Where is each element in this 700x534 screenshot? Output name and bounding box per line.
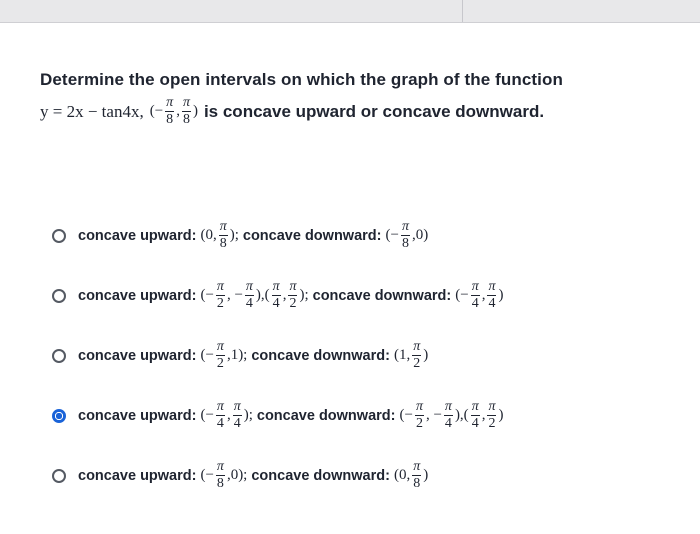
- concave-down-interval: (0, $\frac{\pi}{8}$ ): [393, 459, 429, 491]
- concave-up-interval: (− $\frac{\pi}{2}$ , − $\frac{\pi}{4}$ ),( $\frac{\pi}{4}$ , $\frac{\pi}{2}$ );: [200, 279, 309, 311]
- answer-option-3[interactable]: [52, 340, 428, 371]
- concave-down-interval: (− $\frac{\pi}{8}$ ,0): [385, 219, 429, 251]
- top-toolbar: [0, 0, 700, 23]
- concave-up-interval: (0, $\frac{\pi}{8}$ );: [200, 219, 239, 251]
- concave-down-interval: (− $\frac{\pi}{2}$ , − $\frac{\pi}{4}$ ),( $\frac{\pi}{4}$ , $\frac{\pi}{2}$ ): [399, 399, 504, 431]
- option-text: concave upward: (− $\frac{\pi}{2}$ ,1); concave downward: (1, $\frac{\pi}{2}$ ): [78, 339, 429, 371]
- answer-option-1[interactable]: [52, 220, 428, 251]
- fraction: $\frac{\pi}{8}$: [182, 95, 190, 127]
- radio-button-selected[interactable]: [52, 409, 66, 423]
- concave-down-interval: (− $\frac{\pi}{4}$ , $\frac{\pi}{4}$ ): [455, 279, 504, 311]
- concave-up-interval: (− $\frac{\pi}{2}$ ,1);: [200, 339, 248, 371]
- concave-up-interval: (− $\frac{\pi}{4}$ , $\frac{\pi}{4}$ );: [200, 399, 253, 431]
- answer-option-2[interactable]: [52, 280, 503, 311]
- toolbar-divider: [462, 0, 463, 22]
- question-line-2: [40, 96, 680, 127]
- question-line-1: Determine the open intervals on which the graph of the function: [40, 70, 563, 89]
- concave-up-interval: (− $\frac{\pi}{8}$ ,0);: [200, 459, 248, 491]
- radio-button[interactable]: [52, 229, 66, 243]
- option-text: concave upward: (− $\frac{\pi}{8}$ ,0); concave downward: (0, $\frac{\pi}{8}$ ): [78, 459, 429, 491]
- answer-option-4[interactable]: [52, 400, 503, 431]
- radio-button[interactable]: [52, 349, 66, 363]
- question-tail: is concave upward or concave downward.: [203, 101, 545, 121]
- option-text: concave upward: (0, $\frac{\pi}{8}$ ); concave downward: (− $\frac{\pi}{8}$ ,0): [78, 219, 429, 251]
- option-text: concave upward: (− $\frac{\pi}{2}$ , − $\frac{\pi}{4}$ ),( $\frac{\pi}{4}$ , $\frac{\pi}{2}$ ); concave downward: (− $\frac{\pi}{4}$ , $\frac{\pi}{4}$ ): [78, 279, 504, 311]
- answer-option-5[interactable]: [52, 460, 428, 491]
- fraction: $\frac{\pi}{8}$: [166, 95, 174, 127]
- domain-interval: (− $\frac{\pi}{8}$ , $\frac{\pi}{8}$ ): [149, 95, 198, 127]
- question-prompt: [40, 70, 680, 127]
- radio-button[interactable]: [52, 289, 66, 303]
- radio-button[interactable]: [52, 469, 66, 483]
- function-expression: y = 2x − tan4x,: [40, 101, 144, 121]
- concave-down-interval: (1, $\frac{\pi}{2}$ ): [393, 339, 429, 371]
- option-text: concave upward: (− $\frac{\pi}{4}$ , $\frac{\pi}{4}$ ); concave downward: (− $\frac{\pi}{2}$ , − $\frac{\pi}{4}$ ),( $\frac{\pi}{4}$ , $\frac{\pi}{2}$ ): [78, 399, 504, 431]
